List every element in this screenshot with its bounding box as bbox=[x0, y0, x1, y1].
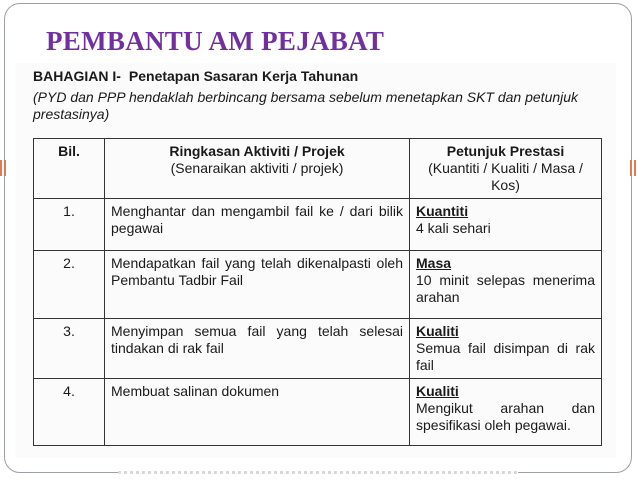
cell-aktiviti: Menyimpan semua fail yang telah selesai tindakan di rak fail bbox=[105, 319, 410, 379]
section-heading: Penetapan Sasaran Kerja Tahunan bbox=[128, 68, 359, 84]
document-image bbox=[15, 63, 616, 458]
header-aktiviti bbox=[105, 139, 410, 199]
petunjuk-type: Kualiti bbox=[416, 323, 459, 339]
header-aktiviti-sub: (Senaraikan aktiviti / projek) bbox=[170, 160, 344, 176]
bottom-decoration bbox=[118, 471, 518, 474]
petunjuk-text: 10 minit selepas menerima arahan bbox=[416, 272, 595, 305]
section-title bbox=[33, 68, 358, 84]
header-petunjuk-sub: (Kuantiti / Kualiti / Masa / Kos) bbox=[428, 160, 583, 193]
cell-bil: 4. bbox=[34, 379, 105, 446]
section-label: BAHAGIAN I- bbox=[33, 68, 121, 84]
header-bil: Bil. bbox=[34, 139, 105, 199]
cell-bil: 2. bbox=[34, 251, 105, 319]
petunjuk-type: Kualiti bbox=[416, 383, 459, 399]
table-row bbox=[34, 379, 602, 446]
header-petunjuk-label: Petunjuk Prestasi bbox=[446, 143, 565, 159]
petunjuk-type: Masa bbox=[416, 255, 452, 271]
slide-title: PEMBANTU AM PEJABAT bbox=[46, 26, 385, 56]
table-header-row bbox=[34, 139, 602, 199]
cell-bil: 3. bbox=[34, 319, 105, 379]
petunjuk-text: Semua fail disimpan di rak fail bbox=[416, 340, 595, 373]
cell-aktiviti: Menghantar dan mengambil fail ke / dari bilik pegawai bbox=[105, 199, 410, 251]
cell-petunjuk bbox=[410, 319, 602, 379]
cell-petunjuk bbox=[410, 199, 602, 251]
left-edge-decoration bbox=[0, 160, 8, 176]
petunjuk-text: Mengikut arahan dan spesifikasi oleh pegawai. bbox=[416, 400, 595, 433]
header-petunjuk bbox=[410, 139, 602, 199]
petunjuk-type: Kuantiti bbox=[416, 203, 469, 219]
header-aktiviti-label: Ringkasan Aktiviti / Projek bbox=[169, 143, 345, 159]
right-edge-decoration bbox=[630, 160, 638, 176]
table-row bbox=[34, 199, 602, 251]
section-subtitle: (PYD dan PPP hendaklah berbincang bersama sebelum menetapkan SKT dan petunjuk prestasinya) bbox=[33, 89, 579, 122]
cell-bil: 1. bbox=[34, 199, 105, 251]
cell-aktiviti: Mendapatkan fail yang telah dikenalpasti oleh Pembantu Tadbir Fail bbox=[105, 251, 410, 319]
cell-petunjuk bbox=[410, 251, 602, 319]
cell-aktiviti: Membuat salinan dokumen bbox=[105, 379, 410, 446]
table-row bbox=[34, 319, 602, 379]
cell-petunjuk bbox=[410, 379, 602, 446]
petunjuk-text: 4 kali sehari bbox=[416, 220, 491, 236]
table-row bbox=[34, 251, 602, 319]
skt-table bbox=[33, 138, 602, 446]
